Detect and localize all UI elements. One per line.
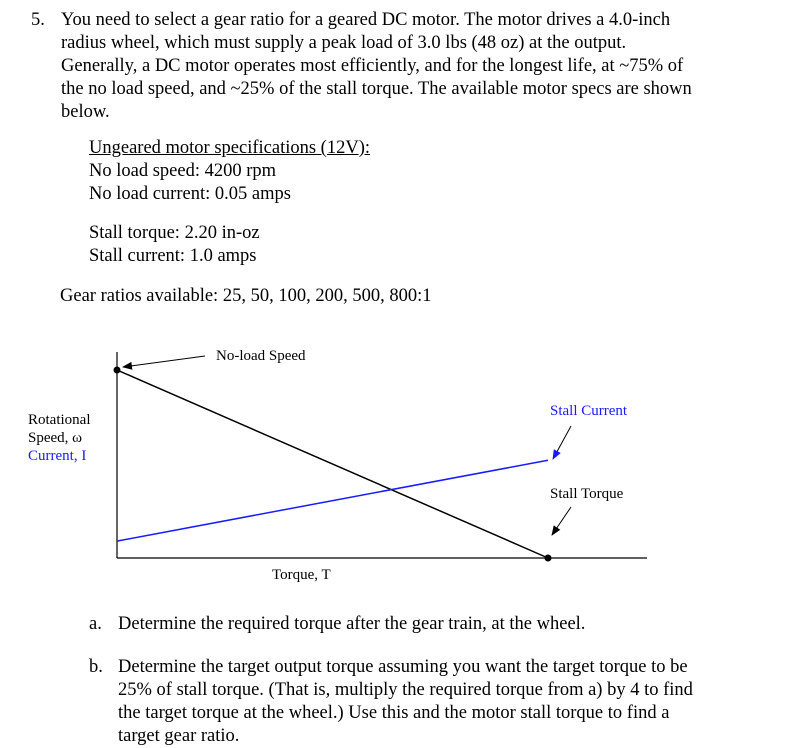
question-a-label: a. (89, 614, 102, 634)
no-load-speed-label: No-load Speed (216, 348, 306, 364)
no-load-speed-point (114, 367, 121, 374)
specs-heading: Ungeared motor specifications (12V): (89, 138, 371, 158)
spec-gear-ratios: Gear ratios available: 25, 50, 100, 200, 500, 800:1 (60, 286, 432, 306)
spec-no-load-speed: No load speed: 4200 rpm (89, 161, 277, 181)
question-b-line-3: the target torque at the wheel.) Use this and the motor stall torque to find a (118, 703, 670, 723)
spec-no-load-current: No load current: 0.05 amps (89, 184, 291, 204)
problem-line-4: the no load speed, and ~25% of the stall torque. The available motor specs are shown (61, 79, 692, 99)
series-speed-line (117, 370, 548, 558)
question-b-line-2: 25% of stall torque. (That is, multiply the required torque from a) by 4 to find (118, 680, 693, 700)
stall-torque-arrow (552, 507, 571, 535)
y-axis-label-line-1: Rotational (28, 412, 91, 428)
stall-current-arrow (553, 426, 571, 459)
problem-line-5: below. (61, 102, 110, 122)
no-load-arrow (123, 356, 205, 367)
stall-torque-label: Stall Torque (550, 486, 624, 502)
y-axis-label-line-3: Current, I (28, 448, 87, 464)
question-b-label: b. (89, 657, 103, 677)
problem-line-2: radius wheel, which must supply a peak load of 3.0 lbs (48 oz) at the output. (61, 33, 627, 53)
spec-stall-torque: Stall torque: 2.20 in-oz (89, 223, 260, 243)
stall-current-label: Stall Current (550, 403, 628, 419)
stall-torque-point (545, 555, 552, 562)
series-current-line (117, 460, 548, 541)
spec-stall-current: Stall current: 1.0 amps (89, 246, 257, 266)
question-a-line-1: Determine the required torque after the gear train, at the wheel. (118, 614, 586, 634)
question-b-line-1: Determine the target output torque assuming you want the target torque to be (118, 657, 688, 677)
y-axis-label-line-2: Speed, ω (28, 430, 83, 446)
problem-line-3: Generally, a DC motor operates most efficiently, and for the longest life, at ~75% of (61, 56, 684, 76)
problem-number: 5. (31, 10, 45, 30)
question-b-line-4: target gear ratio. (118, 726, 240, 746)
problem-line-1: You need to select a gear ratio for a geared DC motor. The motor drives a 4.0-inch (61, 10, 671, 30)
x-axis-label: Torque, T (272, 567, 331, 583)
